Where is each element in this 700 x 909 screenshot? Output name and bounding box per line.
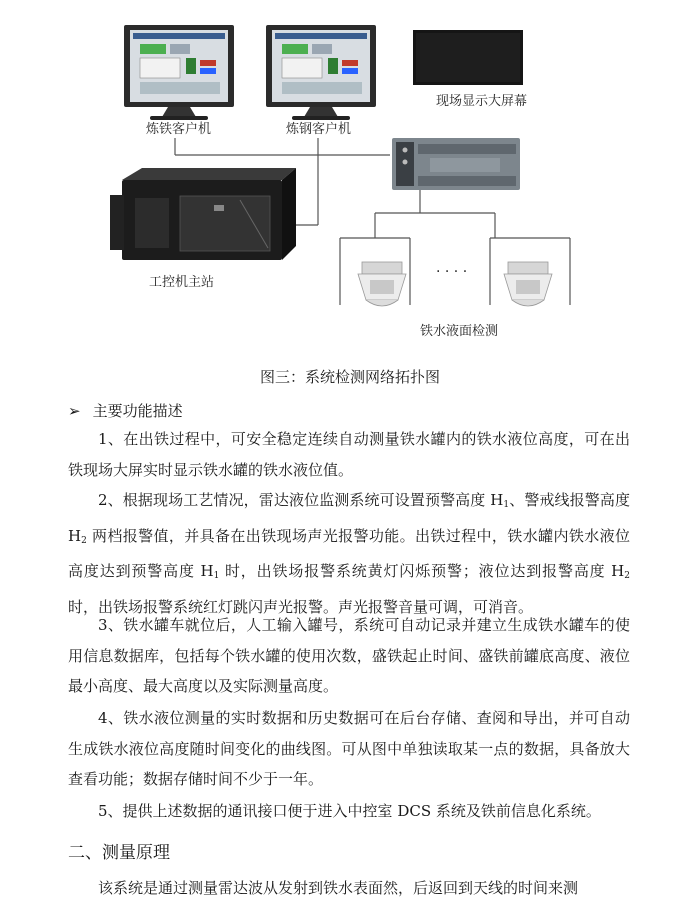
p2-part-d: 时，出铁场报警系统黄灯闪烁预警；液位达到报警高度 H <box>219 562 625 580</box>
paragraph-5: 5、提供上述数据的通讯接口便于进入中控室 DCS 系统及铁前信息化系统。 <box>98 802 601 820</box>
client-monitor-ironmaking <box>124 25 234 120</box>
p2-sub-3: 1 <box>213 571 220 581</box>
paragraph-1: 1、在出铁过程中，可安全稳定连续自动测量铁水罐内的铁水液位高度，可在出铁现场大屏实时显示铁水罐的铁水液位值。 <box>68 430 630 479</box>
p2-part-b: 、警戒线报警高度 H <box>68 491 630 545</box>
p2-sub-2: 2 <box>81 535 87 546</box>
plc-controller <box>392 138 520 190</box>
paragraph-4: 4、铁水液位测量的实时数据和历史数据可在后台存储、查阅和导出，并可自动生成铁水液位高度随时间变化的曲线图。可从图中单独读取某一点的数据，具备放大查看功能；数据存储时间不少于一年。 <box>68 709 630 788</box>
detect-label: 铁水液面检测 <box>420 324 499 339</box>
bullet-heading <box>68 400 183 421</box>
paragraph-3: 3、铁水罐车就位后，人工输入罐号，系统可自动记录并建立生成铁水罐车的使用信息数据库，包括每个铁水罐的使用次数，盛铁起止时间、盛铁前罐底高度、液位最小高度、最大高度以及实际测量高度。 <box>68 616 630 695</box>
ellipsis-dots: · · · · <box>436 264 468 280</box>
section-title: 二、测量原理 <box>68 843 170 863</box>
client1-label: 炼铁客户机 <box>146 122 212 137</box>
display-label: 现场显示大屏幕 <box>436 94 528 109</box>
radar-sensor-left <box>358 262 406 306</box>
p2-part-c: 两档报警值，并具备在出铁现场声光报警功能。出铁过程中，铁水罐内铁水液位高度达到预警高度 H <box>68 526 630 580</box>
p2-part-a: 2、根据现场工艺情况，雷达液位监测系统可设置预警高度 H <box>98 491 504 509</box>
bullet-heading-text: 主要功能描述 <box>92 402 183 420</box>
radar-sensor-right <box>504 262 552 306</box>
network-topology-diagram <box>0 0 700 350</box>
topology-svg <box>0 0 700 350</box>
p2-sub-1: 1 <box>503 500 510 510</box>
industrial-pc-host <box>110 168 296 260</box>
arrow-bullet-icon: ➢ <box>68 402 81 420</box>
led-display-screen <box>413 30 523 85</box>
host-label: 工控机主站 <box>149 275 215 290</box>
paragraph-2 <box>68 485 630 622</box>
p2-part-e: 时，出铁场报警系统红灯跳闪声光报警。声光报警音量可调，可消音。 <box>68 597 534 616</box>
p2-sub-4: 2 <box>624 571 630 581</box>
client2-label: 炼钢客户机 <box>286 122 352 137</box>
figure-caption: 图三：系统检测网络拓扑图 <box>259 368 440 386</box>
client-monitor-steelmaking <box>266 25 376 120</box>
paragraph-6: 该系统是通过测量雷达波从发射到铁水表面然，后返回到天线的时间来测 <box>98 879 579 897</box>
